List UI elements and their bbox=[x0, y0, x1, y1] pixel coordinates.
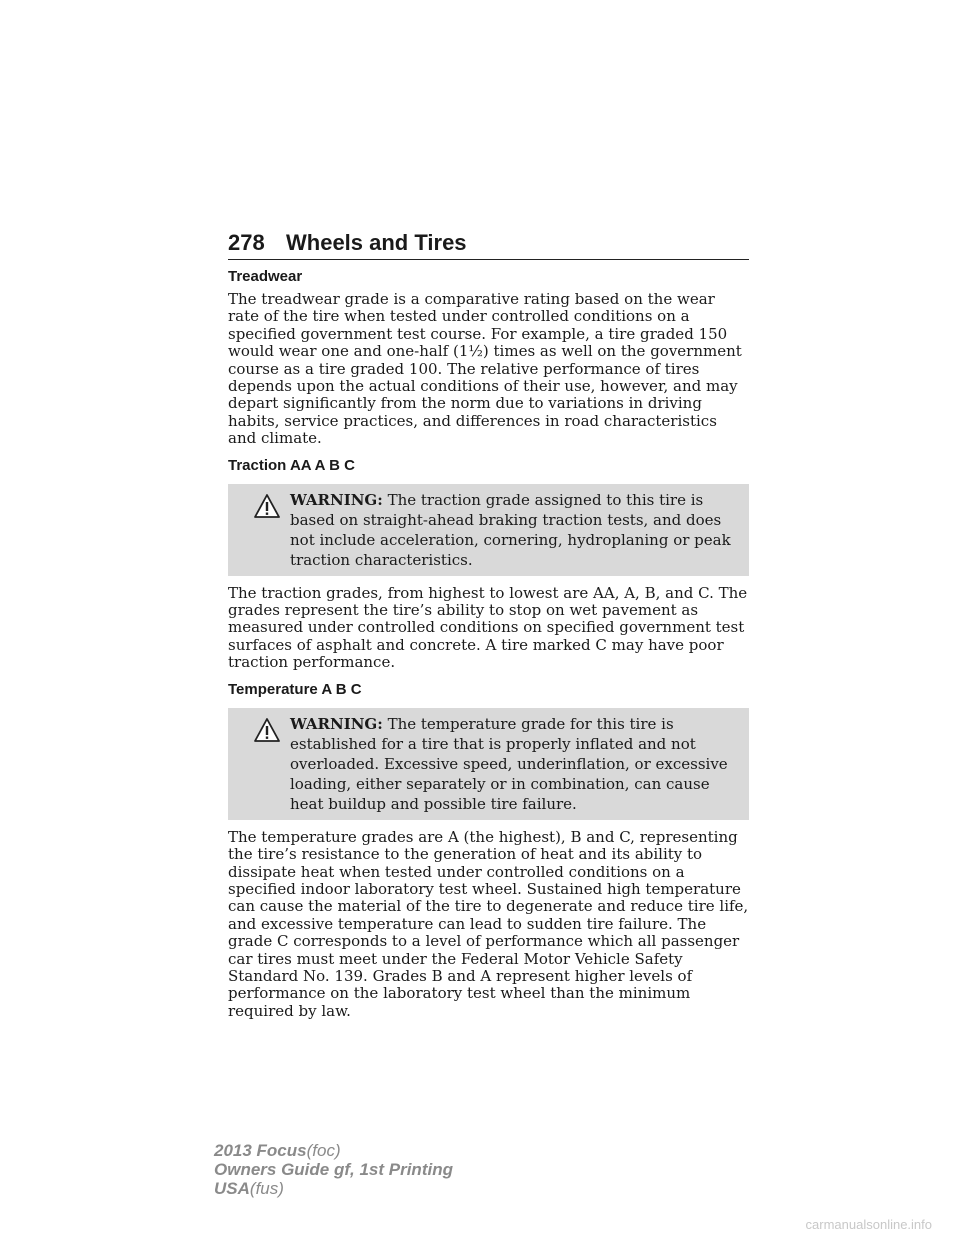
temperature-warning-text bbox=[242, 714, 743, 814]
warning-triangle-icon bbox=[254, 718, 280, 742]
traction-body: The traction grades, from highest to lowest are AA, A, B, and C. The grades represent the tire’s ability to stop on wet pavement as measured under controlled conditions on specified government test surfaces of asphalt and concrete. A tire marked C may have poor traction performance. bbox=[228, 583, 748, 672]
traction-warning-box bbox=[228, 484, 749, 576]
section-title: Wheels and Tires bbox=[286, 230, 467, 255]
traction-heading: Traction AA A B C bbox=[228, 456, 355, 474]
manual-page bbox=[228, 230, 749, 1029]
warning-triangle-icon bbox=[254, 494, 280, 518]
warning-message: The traction grade assigned to this tire is based on straight-ahead braking traction tests, and does not include acceleration, cornering, hydroplaning or peak traction characteristics. bbox=[290, 490, 731, 569]
watermark: carmanualsonline.info bbox=[805, 1217, 932, 1232]
print-footer bbox=[214, 1141, 453, 1198]
footer-line-region: USA(fus) bbox=[214, 1179, 284, 1198]
warning-label: WARNING: bbox=[290, 714, 383, 733]
warning-message: The temperature grade for this tire is established for a tire that is properly inflated and not overloaded. Excessive speed, underinflation, or excessive loading, either separately or in combination, can cause heat buildup and possible tire failure. bbox=[290, 714, 728, 813]
treadwear-body: The treadwear grade is a comparative rating based on the wear rate of the tire when tested under controlled conditions on a specified government test course. For example, a tire graded 150 would wear one and one-half (1½) times as well on the government course as a tire graded 100. The relative performance of tires depends upon the actual conditions of their use, however, and may depart significantly from the norm due to variations in driving habits, service practices, and differences in road characteristics and climate. bbox=[228, 290, 742, 448]
temperature-body: The temperature grades are A (the highest), B and C, representing the tire’s resistance to the generation of heat and its ability to dissipate heat when tested under controlled conditions on a specified indoor laboratory test wheel. Sustained high temperature can cause the material of the tire to degenerate and reduce tire life, and excessive temperature can lead to sudden tire failure. The grade C corresponds to a level of performance which all passenger car tires must meet under the Federal Motor Vehicle Safety Standard No. 139. Grades B and A represent higher levels of performance on the laboratory test wheel than the minimum required by law. bbox=[228, 827, 749, 1020]
warning-label: WARNING: bbox=[290, 490, 383, 509]
temperature-heading: Temperature A B C bbox=[228, 680, 362, 698]
page-number: 278 bbox=[228, 230, 265, 255]
traction-warning-text bbox=[242, 490, 743, 570]
footer-line-guide: Owners Guide gf, 1st Printing bbox=[214, 1160, 453, 1179]
footer-line-model: 2013 Focus(foc) bbox=[214, 1141, 341, 1160]
temperature-warning-box bbox=[228, 708, 749, 820]
treadwear-heading: Treadwear bbox=[228, 268, 303, 285]
page-header bbox=[228, 230, 749, 260]
